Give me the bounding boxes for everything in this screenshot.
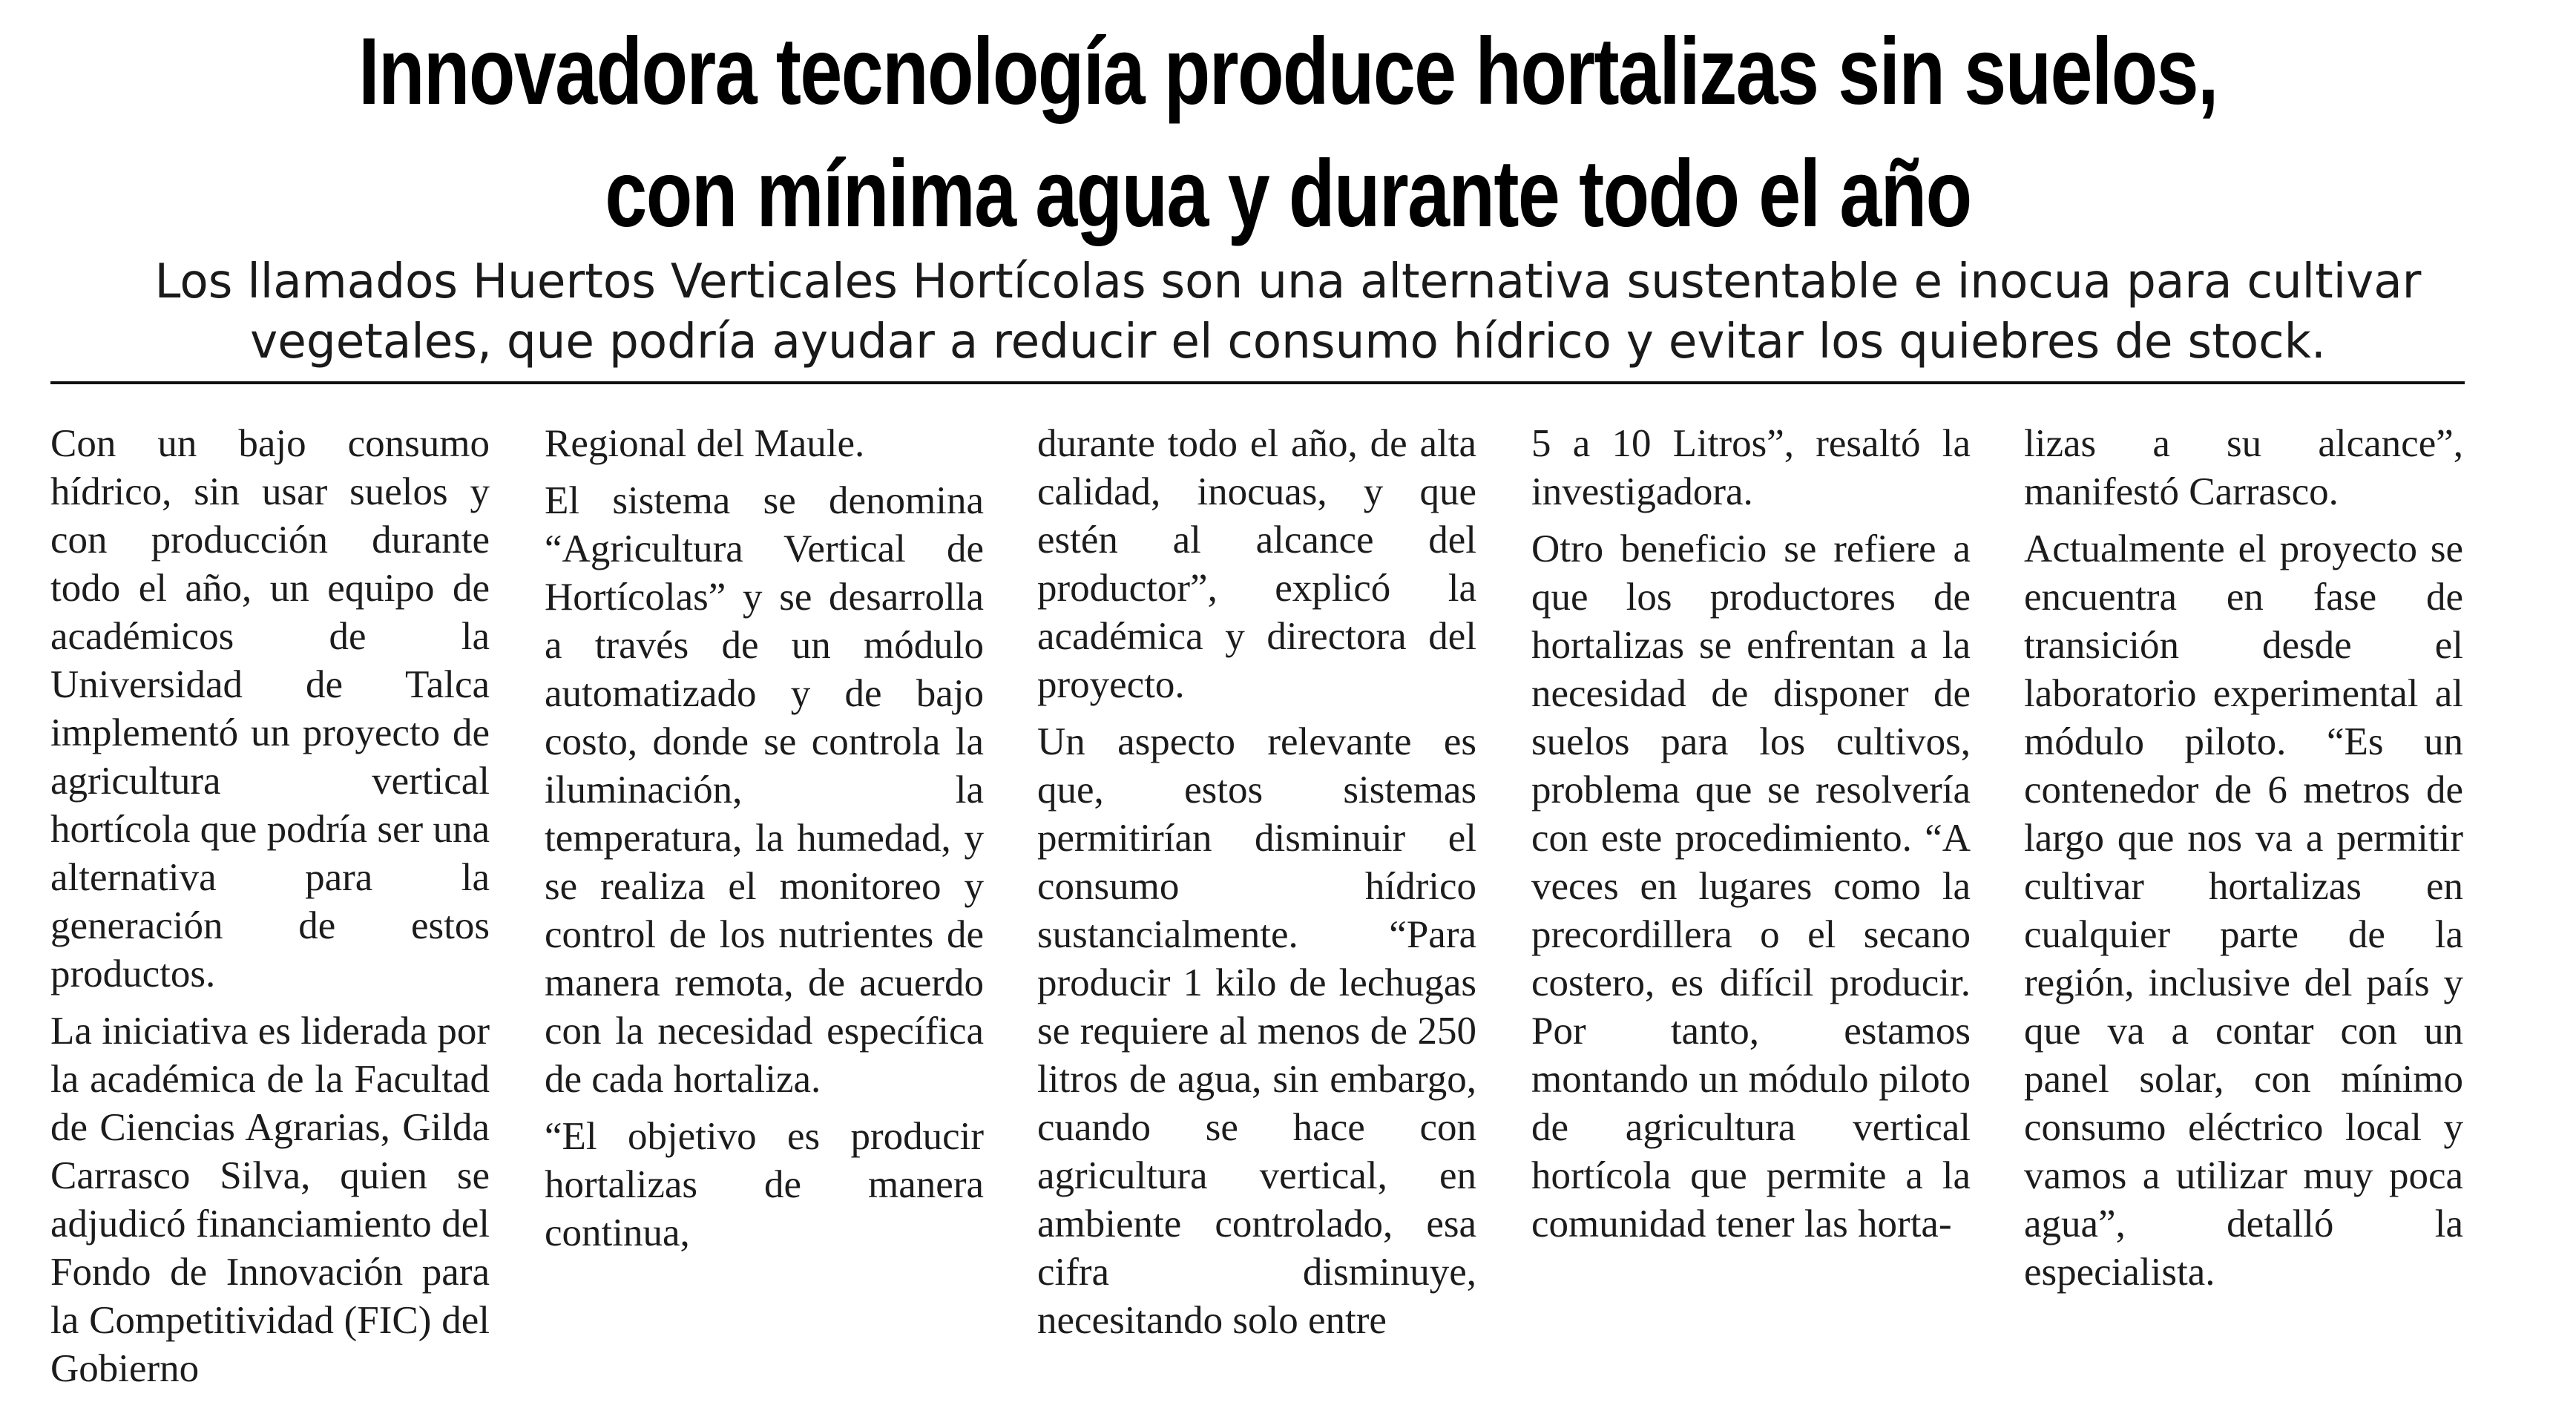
- article-column-1: [50, 420, 490, 1402]
- article-column-4: [1531, 420, 1971, 1257]
- headline-line-2: con mínima agua y durante todo el año: [605, 141, 1971, 247]
- article-body: [50, 420, 2484, 1390]
- article-column-5: [2024, 420, 2463, 1306]
- subheadline-line-2: vegetales, que podría ayudar a reducir el consumo hídrico y evitar los quiebres de stock.: [250, 315, 2326, 369]
- headline-line-1: Innovadora tecnología produce hortalizas sin suelos,: [358, 19, 2218, 125]
- paragraph: La iniciativa es liderada por la académica de la Facultad de Ciencias Agrarias, Gilda Carrasco Silva, quien se adjudicó financiamiento del Fondo de Innovación para la Competitividad (FIC) del Gobierno: [50, 1010, 490, 1390]
- paragraph: durante todo el año, de alta calidad, inocuas, y que estén al alcance del productor”, explicó la académica y directora del proyecto.: [1037, 422, 1476, 706]
- article-headline: [0, 0, 2576, 255]
- paragraph: Otro beneficio se refiere a que los productores de hortalizas se enfrentan a la necesidad de disponer de suelos para los cultivos, problema que se resolvería con este procedimiento. “A veces en lugares como la precordillera o el secano costero, es difícil producir. Por tanto, estamos montando un módulo piloto de agricultura vertical hortícola que permite a la comunidad tener las horta-: [1531, 527, 1971, 1245]
- article-column-2: [545, 420, 984, 1266]
- paragraph: Con un bajo consumo hídrico, sin usar suelos y con producción durante todo el año, un equipo de académicos de la Universidad de Talca implementó un proyecto de agricultura vertical hortícola que podría ser una alternativa para la generación de estos productos.: [50, 422, 490, 995]
- paragraph: “El objetivo es producir hortalizas de manera continua,: [545, 1115, 984, 1254]
- article-column-3: [1037, 420, 1476, 1354]
- article-subheadline: [0, 252, 2576, 372]
- headline-divider-rule: [50, 381, 2465, 384]
- paragraph: 5 a 10 Litros”, resaltó la investigadora.: [1531, 422, 1971, 513]
- paragraph: Un aspecto relevante es que, estos sistemas permitirían disminuir el consumo hídrico sustancialmente. “Para producir 1 kilo de lechugas se requiere al menos de 250 litros de agua, sin embargo, cuando se hace con agricultura vertical, en ambiente controlado, esa cifra disminuye, necesitando solo entre: [1037, 720, 1476, 1342]
- paragraph: Regional del Maule.: [545, 422, 865, 465]
- paragraph: Actualmente el proyecto se encuentra en fase de transición desde el laboratorio experimental al módulo piloto. “Es un contenedor de 6 metros de largo que nos va a permitir cultivar hortalizas en cualquier parte de la región, inclusive del país y que va a contar con un panel solar, con mínimo consumo eléctrico local y vamos a utilizar muy poca agua”, detalló la especialista.: [2024, 527, 2463, 1294]
- paragraph: lizas a su alcance”, manifestó Carrasco.: [2024, 422, 2463, 513]
- paragraph: El sistema se denomina “Agricultura Vertical de Hortícolas” y se desarrolla a través de un módulo automatizado y de bajo costo, donde se controla la iluminación, la temperatura, la humedad, y se realiza el monitoreo y control de los nutrientes de manera remota, de acuerdo con la necesidad específica de cada hortaliza.: [545, 479, 984, 1101]
- subheadline-line-1: Los llamados Huertos Verticales Hortícolas son una alternativa sustentable e inocua para cultivar: [154, 254, 2422, 309]
